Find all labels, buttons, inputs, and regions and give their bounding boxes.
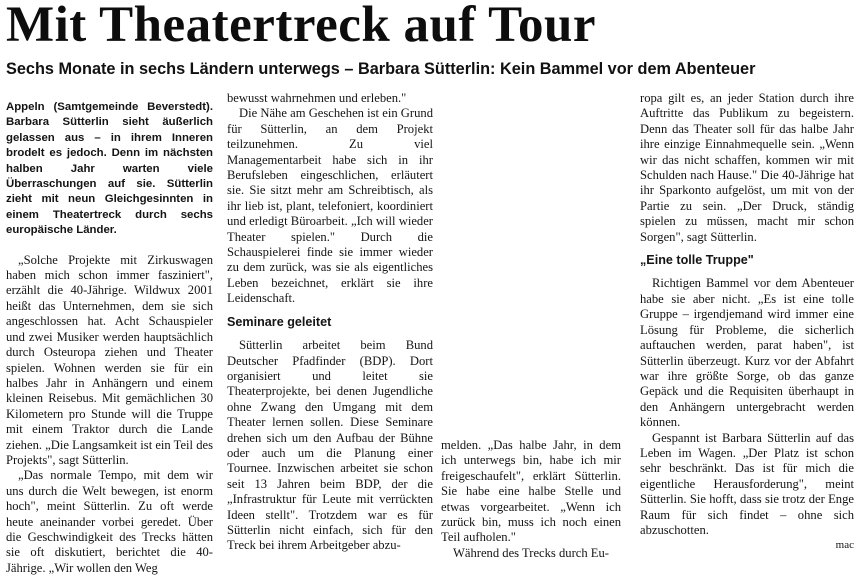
body-paragraph: ropa gilt es, an jeder Station durch ihre Auftritte das Publikum zu begeistern. Denn das Theater soll für das halbe Jahr ihre einzige Einnahmequelle sein. „Wenn wir das nicht schaffen, kommen wir mit Schulden nach Hause." Die 40-Jährige hat ihr Sparkonto aufgelöst, um mit von der Partie zu sein. „Der Druck, ständig spielen zu müssen, macht mir schon Sorgen", sagt Sütterlin. (640, 91, 854, 244)
body-paragraph: Die Nähe am Geschehen ist ein Grund für Sütterlin, an dem Projekt teilzunehmen. Zu viel Managementarbeit habe sich in ihr Berufsleben eingeschlichen, erläutert sie. Sie sitzt mehr am Schreibtisch, als ihr lieb ist, plant, telefoniert, koordiniert und erledigt Büroarbeit. „Ich will wieder Theater spielen." Durch die Schauspielerei finde sie immer wieder zu dem zurück, was sie als eigentliches Leben bezeichnet, erklärt sie ihre Leidenschaft. (227, 106, 433, 306)
subheadline: Sechs Monate in sechs Ländern unterwegs – Barbara Sütterlin: Kein Bammel vor dem Abenteuer (6, 60, 756, 78)
crosshead-truppe: „Eine tolle Truppe" (640, 253, 754, 268)
lead-paragraph: Appeln (Samtgemeinde Beverstedt). Barbara Sütterlin sieht äußerlich gelassen aus – in ihrem Inneren brodelt es jedoch. Denn im nächsten halben Jahr warten viele Überraschungen auf sie. Sütterlin zieht mit neun Gleichgesinnten in einem Theatertreck durch sechs europäische Länder. (6, 101, 213, 237)
column-4 (640, 91, 854, 554)
body-paragraph: „Das normale Tempo, mit dem wir uns durch die Welt bewegen, ist enorm hoch", meint Sütterlin. Zu oft werde heute aneinander vorbei geredet. Über die Geschwindigkeit des Trecks hätten sie oft diskutiert, berichtet die 40-Jährige. „Wir wollen den Weg (6, 468, 213, 575)
column-1 (6, 100, 213, 576)
column-3 (441, 438, 621, 561)
body-paragraph: Während des Trecks durch Eu- (453, 545, 609, 560)
author-signature: mac (835, 539, 854, 552)
crosshead-seminare: Seminare geleitet (227, 314, 332, 329)
column-2 (227, 91, 433, 554)
headline: Mit Theatertreck auf Tour (6, 0, 596, 53)
body-paragraph: melden. „Das halbe Jahr, in dem ich unterwegs bin, habe ich mir freigeschaufelt", erklärt Sütterlin. Sie habe eine halbe Stelle und etwas vorgearbeitet. „Wenn ich zurück bin, muss ich noch einen Teil aufholen." (441, 438, 621, 545)
body-paragraph: bewusst wahrnehmen und erleben." (227, 91, 407, 105)
body-paragraph: Gespannt ist Barbara Sütterlin auf das Leben im Wagen. „Der Platz ist schon sehr beschränkt. Das ist für mich die eigentliche Herausforderung", meint Sütterlin. Sie hofft, dass sie trotz der Enge Raum für sich findet – ohne sich abzuschotten. (640, 430, 854, 537)
body-paragraph: Richtigen Bammel vor dem Abenteuer habe sie aber nicht. „Es ist eine tolle Gruppe – irgendjemand wird immer eine Lösung für Probleme, die sicherlich auftauchen werden, parat haben", ist Sütterlin überzeugt. Kurz vor der Abfahrt war ihre größte Sorge, ob das ganze Gepäck und die Requisiten überhaupt in den Anhängern untergebracht werden können. (640, 276, 854, 430)
body-paragraph: „Solche Projekte mit Zirkuswagen haben mich schon immer fasziniert", erzählt die 40-Jährige. Wildwux 2001 heißt das Unternehmen, dem sie sich angeschlossen hat. Acht Schauspieler und zwei Musiker werden hauptsächlich durch Osteuropa ziehen und Theater spielen. Wohnen werden sie für ein halbes Jahr in Anhängern und einem kleinen Reisebus. Mit gemächlichen 30 Kilometern pro Stunde will die Truppe mit einem Traktor durch die Lande ziehen. „Die Langsamkeit ist ein Teil des Projekts", sagt Sütterlin. (6, 252, 213, 467)
body-paragraph: Sütterlin arbeitet beim Bund Deutscher Pfadfinder (BDP). Dort organisiert und leitet sie Theaterprojekte, bei denen Jugendliche ohne Zwang den Umgang mit dem Theater lernen sollen. Diese Seminare drehen sich um den Aufbau der Bühne oder auch um die Planung einer Tournee. Inzwischen arbeitet sie schon seit 13 Jahren beim BDP, der die „Infrastruktur für Leute mit verrückten Ideen stellt". Trotzdem war es für Sütterlin nicht einfach, sich für den Treck bei ihrem Arbeitgeber abzu- (227, 338, 433, 553)
